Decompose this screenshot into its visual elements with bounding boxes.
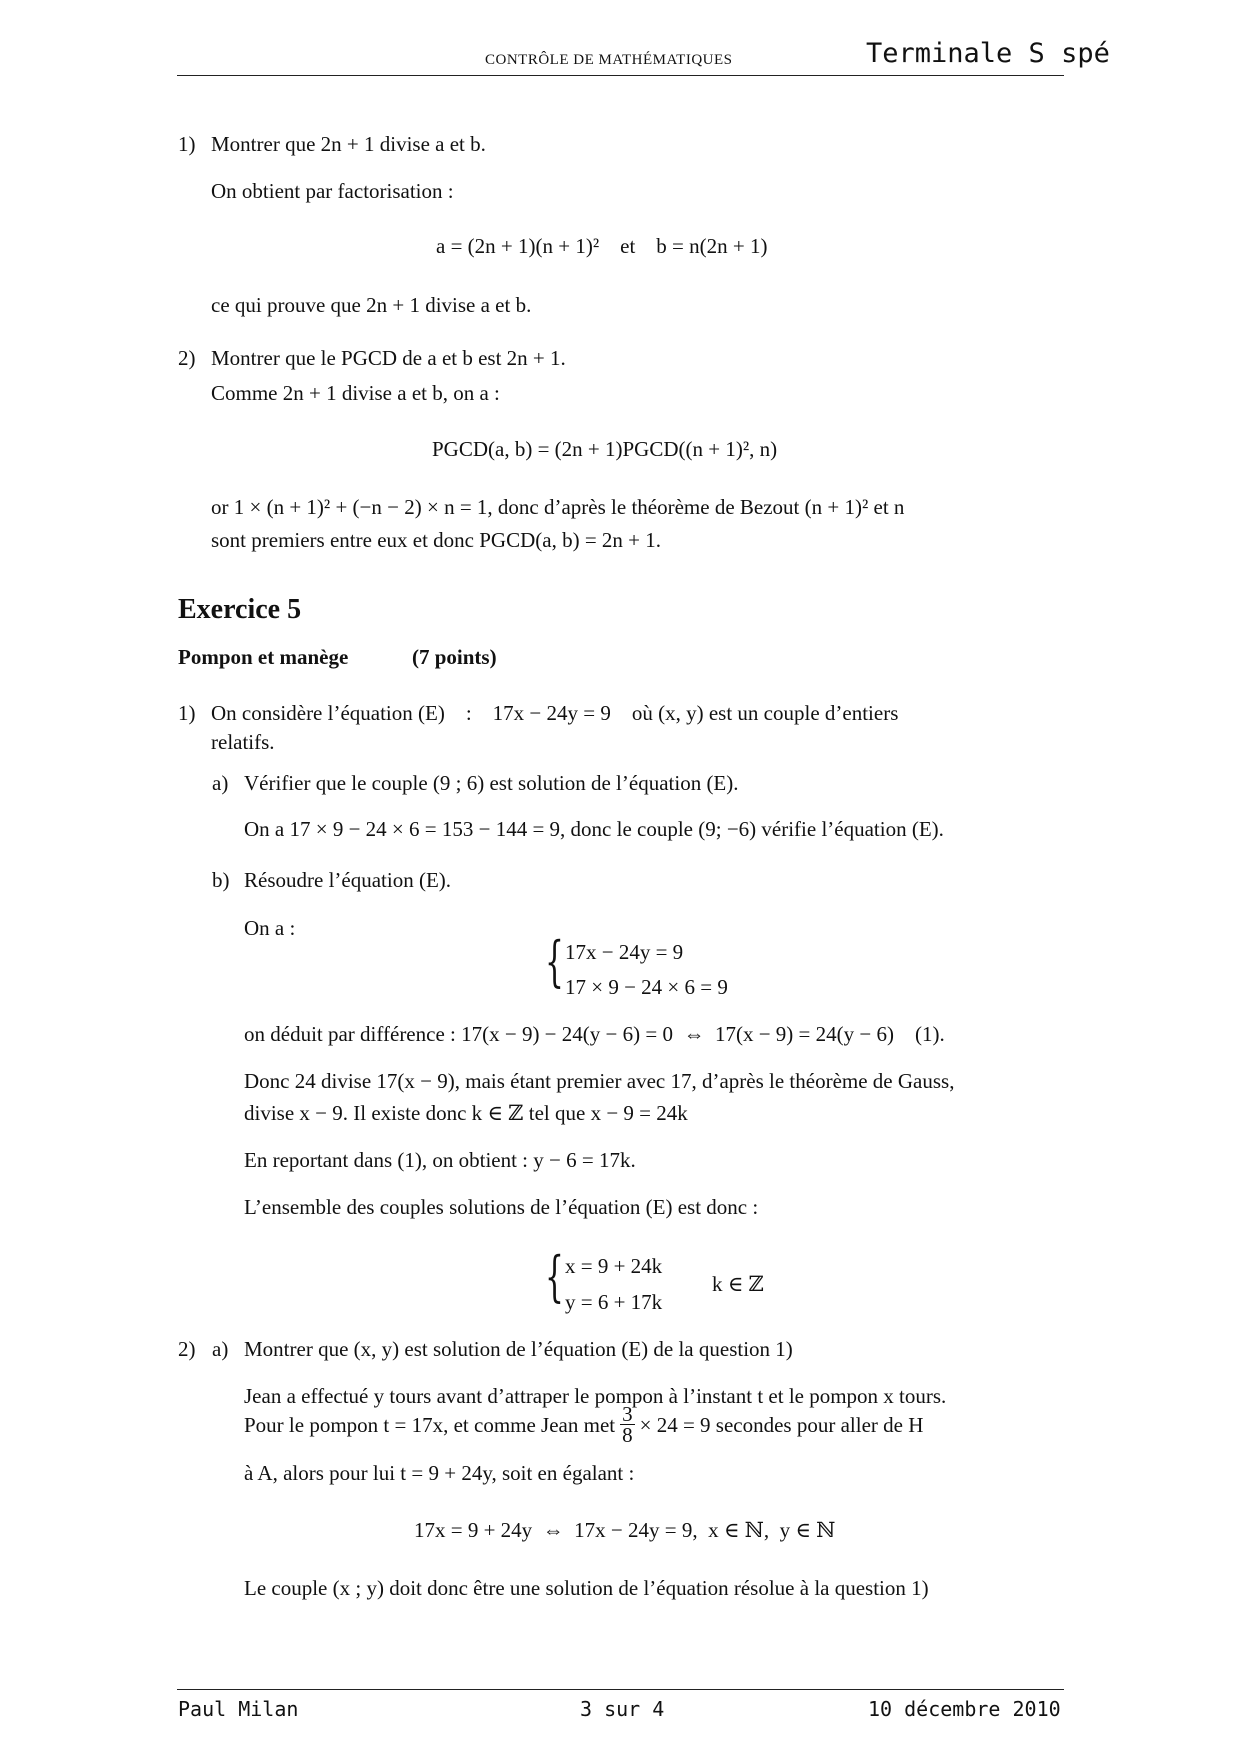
fraction-numerator: 3	[622, 1402, 633, 1426]
e1b-gauss-line2: divise x − 9. Il existe donc k ∈ ℤ tel que x − 9 = 24k	[244, 1101, 688, 1125]
e1-statement-line2: relatifs.	[211, 730, 275, 754]
e2a-line2-pre: Pour le pompon t = 17x, et comme Jean met	[244, 1412, 616, 1437]
q2-bezout-line1: or 1 × (n + 1)² + (−n − 2) × n = 1, donc d’après le théorème de Bezout (n + 1)² et n	[211, 495, 905, 519]
e1b-difference: on déduit par différence : 17(x − 9) − 24(y − 6) = 0 ⇔ 17(x − 9) = 24(y − 6) (1).	[244, 1022, 945, 1046]
e2a-line2-post: × 24 = 9 secondes pour aller de H	[639, 1412, 924, 1437]
fraction-three-eighths	[620, 1404, 635, 1445]
system2-brace: {	[545, 1245, 564, 1308]
e2-number: 2)	[178, 1337, 196, 1361]
q2-bezout-line2: sont premiers entre eux et donc PGCD(a, b) = 2n + 1.	[211, 528, 662, 552]
header-rule	[177, 75, 1064, 76]
exercise-subtitle: Pompon et manège	[178, 645, 349, 669]
fraction-denominator: 8	[622, 1423, 633, 1447]
footer-date: 10 décembre 2010	[868, 1697, 1061, 1721]
system2-row1: x = 9 + 24k	[565, 1254, 663, 1278]
e2a-line1: Jean a effectué y tours avant d’attraper le pompon à l’instant t et le pompon x tours.	[244, 1384, 947, 1408]
footer-rule	[177, 1689, 1064, 1690]
q1-intro: On obtient par factorisation :	[211, 179, 454, 203]
e2a-conclusion: Le couple (x ; y) doit donc être une solution de l’équation résolue à la question 1)	[244, 1576, 929, 1600]
e1b-prompt: Résoudre l’équation (E).	[244, 868, 452, 892]
q2-formula: PGCD(a, b) = (2n + 1)PGCD((n + 1)², n)	[432, 437, 778, 461]
system2-row2: y = 6 + 17k	[565, 1290, 663, 1314]
footer-page: 3 sur 4	[580, 1697, 665, 1721]
q2-number: 2)	[178, 346, 196, 370]
header-class: Terminale S spé	[866, 38, 1110, 69]
e1-number: 1)	[178, 701, 196, 725]
system2-condition: k ∈ ℤ	[712, 1272, 764, 1296]
e2a-prompt: Montrer que (x, y) est solution de l’équation (E) de la question 1)	[244, 1337, 793, 1361]
e1a-label: a)	[212, 771, 229, 795]
system1-row1: 17x − 24y = 9	[565, 940, 684, 964]
exercise-points: (7 points)	[412, 645, 497, 669]
header-title: CONTRÔLE DE MATHÉMATIQUES	[485, 52, 733, 68]
e2a-label: a)	[212, 1337, 229, 1361]
q1-conclusion: ce qui prouve que 2n + 1 divise a et b.	[211, 293, 532, 317]
exercise-title: Exercice 5	[178, 594, 302, 625]
e2a-formula: 17x = 9 + 24y ⇔ 17x − 24y = 9, x ∈ ℕ, y ∈ ℕ	[414, 1518, 836, 1542]
q1-prompt: Montrer que 2n + 1 divise a et b.	[211, 132, 486, 156]
footer-author: Paul Milan	[178, 1697, 299, 1721]
q2-intro: Comme 2n + 1 divise a et b, on a :	[211, 381, 500, 405]
system1-row2: 17 × 9 − 24 × 6 = 9	[565, 975, 728, 999]
q1-number: 1)	[178, 132, 196, 156]
q1-formula: a = (2n + 1)(n + 1)² et b = n(2n + 1)	[436, 234, 768, 258]
e1b-label: b)	[212, 868, 230, 892]
q2-prompt: Montrer que le PGCD de a et b est 2n + 1.	[211, 346, 566, 370]
e1b-intro: On a :	[244, 916, 296, 940]
e1b-solution-set: L’ensemble des couples solutions de l’équation (E) est donc :	[244, 1195, 759, 1219]
e2a-line2	[244, 1404, 923, 1445]
e1a-prompt: Vérifier que le couple (9 ; 6) est solution de l’équation (E).	[244, 771, 739, 795]
e2a-line3: à A, alors pour lui t = 9 + 24y, soit en égalant :	[244, 1461, 635, 1485]
system1-brace: {	[545, 930, 564, 993]
e1b-report: En reportant dans (1), on obtient : y − 6 = 17k.	[244, 1148, 636, 1172]
e1b-gauss-line1: Donc 24 divise 17(x − 9), mais étant premier avec 17, d’après le théorème de Gauss,	[244, 1069, 955, 1093]
e1a-answer: On a 17 × 9 − 24 × 6 = 153 − 144 = 9, donc le couple (9; −6) vérifie l’équation (E).	[244, 817, 944, 841]
e1-statement-line1: On considère l’équation (E) : 17x − 24y = 9 où (x, y) est un couple d’entiers	[211, 701, 899, 725]
